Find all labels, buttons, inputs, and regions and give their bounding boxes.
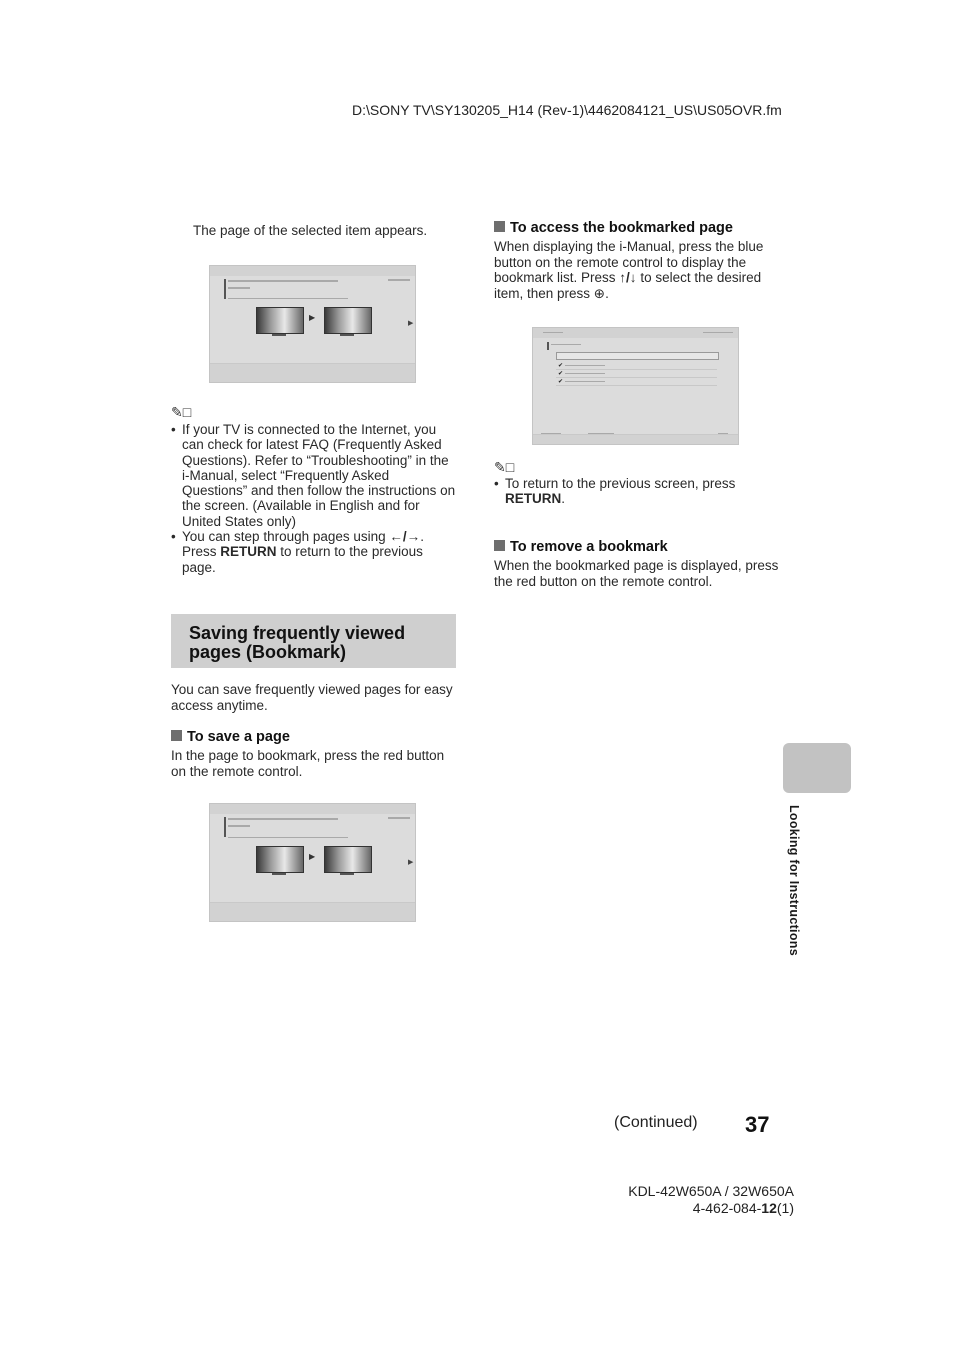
file-path: D:\SONY TV\SY130205_H14 (Rev-1)\4462084121_US\US05OVR.fm: [352, 102, 782, 118]
section-intro: You can save frequently viewed pages for easy access anytime.: [171, 682, 453, 713]
up-down-arrows-icon: ↑/↓: [619, 270, 637, 285]
bookmark-save-screenshot: ▶ ▶: [209, 803, 416, 922]
return-note-bullet: • To return to the previous screen, press RETURN.: [494, 476, 779, 507]
section-title-box: [171, 614, 456, 668]
page-number: 37: [745, 1112, 770, 1137]
note-bullet-faq: • If your TV is connected to the Internet, you can check for latest FAQ (Frequently Asked Questions). Refer to “Troubleshooting” in the i-Manual, select “Frequently Asked Questions” and then follow the instructions on the screen. (Available in English and for United States only): [171, 422, 456, 529]
note-bullet-list: [171, 422, 456, 575]
model-info: [628, 1183, 794, 1217]
chapter-tab-label: Looking for Instructions: [787, 805, 801, 956]
imanual-page-screenshot: ▶ ▶: [209, 265, 416, 383]
intro-text: The page of the selected item appears.: [193, 223, 428, 238]
section-title: Saving frequently viewed pages (Bookmark): [189, 623, 406, 662]
access-bookmark-text: When displaying the i-Manual, press the blue button on the remote control to display the bookmark list. Press ↑/↓ to select the desired item, then press ⊕.: [494, 239, 764, 301]
enter-button-icon: ⊕: [593, 285, 606, 301]
remove-bookmark-heading: To remove a bookmark: [494, 539, 668, 555]
chapter-tab: [783, 743, 851, 793]
access-bookmark-heading: To access the bookmarked page: [494, 220, 733, 236]
save-page-text: In the page to bookmark, press the red button on the remote control.: [171, 748, 445, 779]
model-number: KDL-42W650A / 32W650A: [628, 1183, 794, 1199]
square-bullet-icon: [171, 730, 182, 741]
square-bullet-icon: [494, 221, 505, 232]
square-bullet-icon: [494, 540, 505, 551]
return-note-list: [494, 476, 779, 507]
pencil-note-icon: ✎□: [494, 459, 515, 475]
remove-bookmark-text: When the bookmarked page is displayed, press the red button on the remote control.: [494, 558, 779, 589]
note-bullet-step-pages: • You can step through pages using ←/→. Press RETURN to return to the previous page.: [171, 529, 456, 575]
continued-label: (Continued): [614, 1114, 698, 1131]
bookmark-list-screenshot: ✔ ✔ ✔: [532, 327, 739, 445]
left-right-arrows-icon: ←/→: [389, 529, 421, 545]
save-page-heading: To save a page: [171, 729, 290, 745]
document-code: 4-462-084-12(1): [692, 1200, 794, 1216]
pencil-note-icon: ✎□: [171, 404, 192, 420]
